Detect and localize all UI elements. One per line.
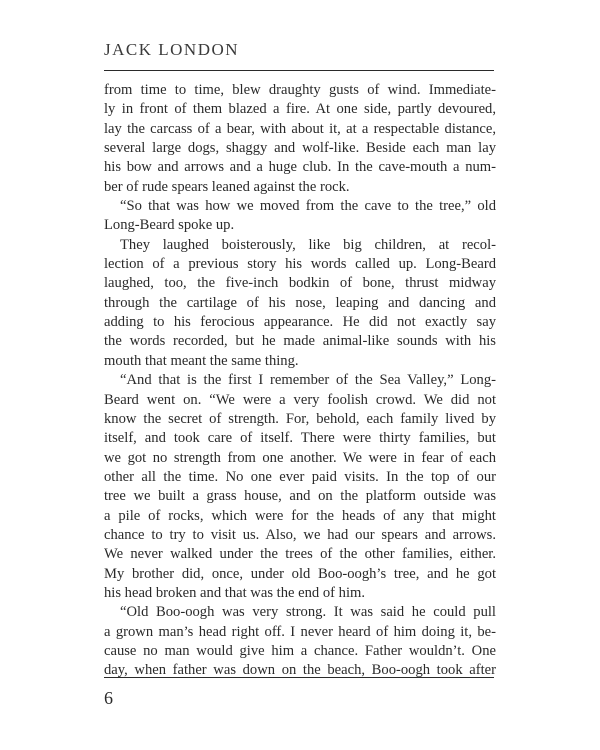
text-line: itself, and took care of itself. There were thirty families, but (104, 430, 496, 447)
text-line: mouth that meant the same thing. (104, 352, 299, 369)
text-line: Beard went on. “We were a very foolish crowd. We did not (104, 391, 496, 408)
text-line: ly in front of them blazed a fire. At one side, partly devoured, (104, 101, 496, 118)
text-line: lay the carcass of a bear, with about it, at a respectable distance, (104, 120, 496, 137)
running-head: JACK LONDON (104, 40, 240, 59)
header-rule (104, 70, 494, 71)
text-line: know the secret of strength. For, behold, each family lived by (104, 410, 496, 427)
text-line: chance to try to visit us. Also, we had our spears and arrows. (104, 526, 496, 543)
footer-rule (104, 677, 494, 678)
text-line: the words recorded, but he made animal-like sounds with his (104, 333, 496, 350)
text-line: adding to his ferocious appearance. He did not exactly say (104, 314, 496, 331)
text-line: we got no strength from one another. We were in fear of each (104, 449, 496, 466)
text-line: from time to time, blew draughty gusts of wind. Immediate- (104, 82, 496, 98)
text-line: a grown man’s head right off. I never heard of him doing it, be- (104, 623, 496, 640)
text-line: “Old Boo-oogh was very strong. It was said he could pull (120, 604, 496, 621)
text-line: his head broken and that was the end of him. (104, 584, 365, 601)
text-line: They laughed boisterously, like big children, at recol- (120, 236, 496, 253)
text-line: “And that is the first I remember of the Sea Valley,” Long- (120, 372, 496, 389)
page-number: 6 (104, 688, 113, 708)
text-line: day, when father was down on the beach, Boo-oogh took after (104, 662, 496, 679)
text-line: cause no man would give him a chance. Father wouldn’t. One (104, 642, 496, 659)
text-line: We never walked under the trees of the other families, either. (104, 546, 496, 563)
text-line: other all the time. No one ever paid visits. In the top of our (104, 468, 496, 485)
text-line: lection of a previous story his words called up. Long-Beard (104, 256, 496, 273)
text-line: My brother did, once, under old Boo-oogh’s tree, and he got (104, 565, 496, 582)
body-text (104, 81, 496, 681)
text-line: several large dogs, shaggy and wolf-like. Beside each man lay (104, 140, 496, 157)
text-line: “So that was how we moved from the cave to the tree,” old (120, 198, 496, 215)
text-line: laughed, too, the five-inch bodkin of bone, thrust midway (104, 275, 496, 292)
text-line: Long-Beard spoke up. (104, 217, 235, 234)
text-line: ber of rude spears leaned against the rock. (104, 178, 350, 195)
text-line: a pile of rocks, which were for the heads of any that might (104, 507, 496, 524)
text-line: his bow and arrows and a huge club. In the cave-mouth a num- (104, 159, 496, 176)
text-line: through the cartilage of his nose, leaping and dancing and (104, 294, 496, 311)
text-line: tree we built a grass house, and on the platform outside was (104, 488, 496, 505)
